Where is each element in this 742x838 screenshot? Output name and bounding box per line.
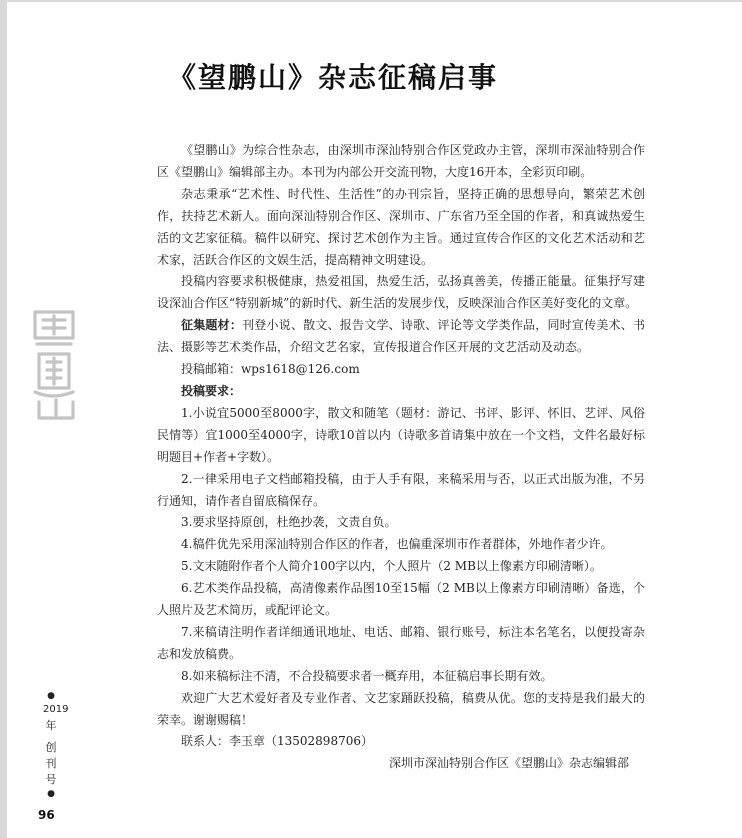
requirement-3: 3.要求坚持原创，杜绝抄袭，文责自负。 xyxy=(181,515,397,530)
seal-logo-icon xyxy=(29,304,83,422)
requirement-6: 6.艺术类作品投稿，高清像素作品图10至15幅（2 MB以上像素方印刷清晰）备选，个人照片及艺术简历，或配评论文。 xyxy=(157,581,645,618)
issue-hao: 号 xyxy=(45,773,57,786)
requirement-5: 5.文末随附作者个人简介100字以内，个人照片（2 MB以上像素方印刷清晰）。 xyxy=(181,559,602,574)
mission-paragraph: 杂志秉承“艺术性、时代性、生活性”的办刊宗旨，坚持正确的思想导向，繁荣艺术创作，扶持艺术新人。面向深汕特别合作区、深圳市、广东省乃至全国的作者，和真诚热爱生活的文艺家征稿。稿件以研究、探讨艺术创作为主旨。通过宣传合作区的文化艺术活动和艺术家，活跃合作区的文娱生活，提高精神文明建设。 xyxy=(157,186,645,267)
topics-label: 征集题材： xyxy=(181,318,243,333)
editorial-signoff: 深圳市深汕特别合作区《望鹏山》杂志编辑部 xyxy=(388,756,629,770)
topics-paragraph xyxy=(157,315,645,359)
requirements-label: 投稿要求： xyxy=(181,383,242,398)
requirements-heading xyxy=(157,381,645,403)
article-body xyxy=(157,140,645,753)
page-title: 《望鹏山》杂志征稿启事 xyxy=(168,61,499,94)
content-requirements-paragraph: 投稿内容要求积极健康，热爱祖国，热爱生活，弘扬真善美，传播正能量。征集抒写建设深汕合作区“特别新城”的新时代、新生活的发展步伐，反映深汕合作区美好变化的文章。 xyxy=(157,274,645,311)
issue-year-char: 年 xyxy=(45,719,57,732)
welcome-paragraph: 欢迎广大艺术爱好者及专业作者、文艺家踊跃投稿，稿费从优。您的支持是我们最大的荣幸。谢谢赐稿！ xyxy=(157,690,645,727)
topics-text: 刊登小说、散文、报告文学、诗歌、评论等文学类作品，同时宣传美术、书法、摄影等艺术类作品，介绍文艺名家，宣传报道合作区开展的文艺活动及动态。 xyxy=(157,318,645,355)
contact-line: 联系人：李玉章（13502898706） xyxy=(181,734,373,749)
page-number: 96 xyxy=(38,808,55,822)
left-edge-strip xyxy=(0,0,7,838)
requirement-4: 4.稿件优先采用深汕特别合作区的作者，也偏重深圳市作者群体，外地作者少许。 xyxy=(181,537,613,552)
requirement-2: 2.一律采用电子文档邮箱投稿，由于人手有限，来稿采用与否，以正式出版为准，不另行通知，请作者自留底稿保存。 xyxy=(157,471,645,508)
intro-paragraph: 《望鹏山》为综合性杂志，由深圳市深汕特别合作区党政办主管，深圳市深汕特别合作区《望鹏山》编辑部主办。本刊为内部公开交流刊物，大度16开本，全彩页印刷。 xyxy=(157,143,645,179)
issue-sidebar: ● 2019 年 创 刊 号 ● xyxy=(43,691,69,799)
issue-chuang: 创 xyxy=(45,741,57,754)
requirement-1: 1.小说宜5000至8000字，散文和随笔（题材：游记、书评、影评、怀旧、艺评、风俗民情等）宜1000至4000字，诗歌10首以内（诗歌多首请集中放在一个文档，文件名最好标明题目+作者+字数）。 xyxy=(157,405,645,464)
submission-email: 投稿邮箱：wps1618@126.com xyxy=(181,362,360,377)
issue-kan: 刊 xyxy=(45,757,57,770)
requirement-8: 8.如来稿标注不清，不合投稿要求者一概弃用，本征稿启事长期有效。 xyxy=(181,668,553,683)
issue-year: 2019 xyxy=(43,704,69,715)
top-border xyxy=(0,0,742,2)
requirement-7: 7.来稿请注明作者详细通讯地址、电话、邮箱、银行账号，标注本名笔名，以便投寄杂志和发放稿费。 xyxy=(157,624,645,661)
